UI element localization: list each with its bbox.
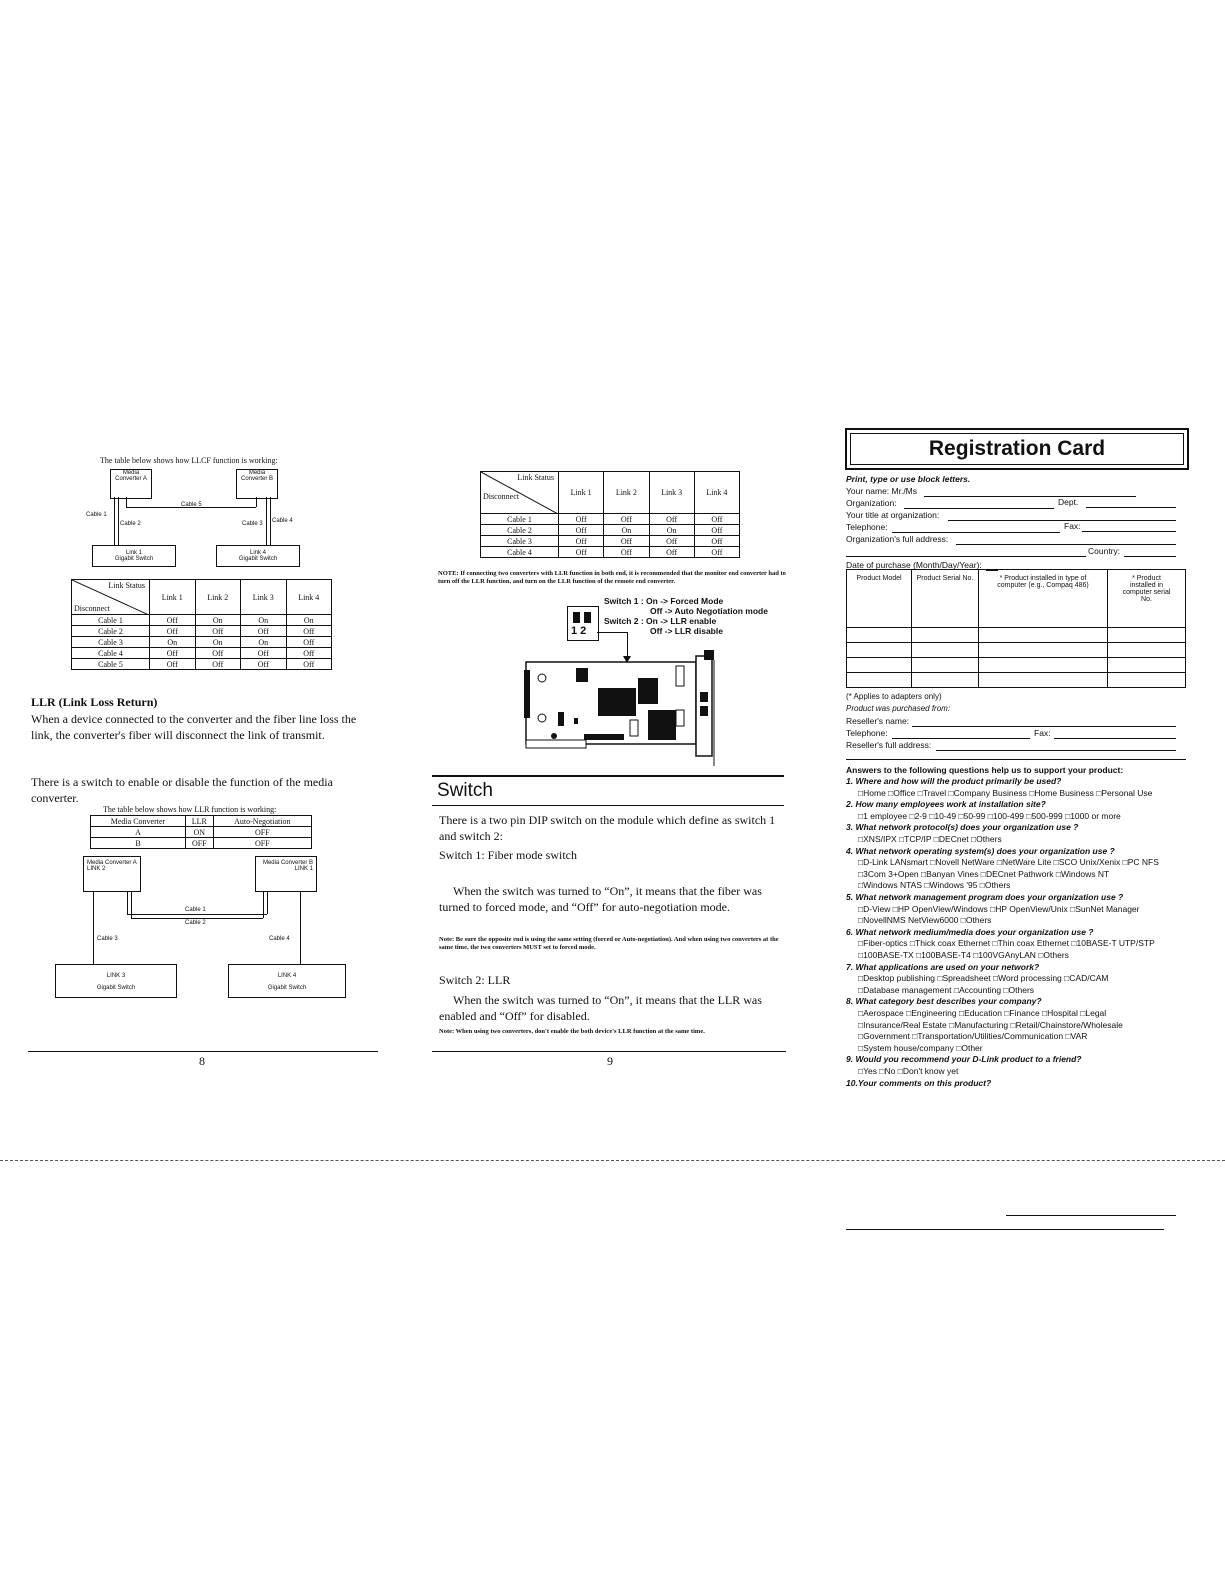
cable-3-line [266, 497, 267, 545]
table-cell: On [241, 615, 287, 626]
table-cell: Off [694, 536, 739, 547]
cable-1-line [114, 497, 115, 545]
table-row[interactable] [847, 658, 1186, 673]
fax-field[interactable] [1082, 531, 1176, 532]
switch-2-title: Switch 2: LLR [439, 973, 511, 987]
table-cell: Off [694, 547, 739, 558]
disconnect-header: Disconnect [74, 604, 110, 613]
scan-edge-line [0, 1160, 1225, 1161]
gigabit-switch-label: Gigabit Switch [114, 556, 154, 562]
llr-heading: LLR (Link Loss Return) [31, 695, 158, 709]
network-card-illustration [518, 648, 728, 768]
name-label: Your name: Mr./Ms [846, 486, 918, 496]
row-label: Cable 4 [481, 547, 559, 558]
date-label: Date of purchase (Month/Day/Year): [846, 560, 982, 570]
column-header: Link 4 [286, 580, 332, 615]
media-converter-a-label: Media Converter A [115, 470, 147, 482]
survey-question: 7. What applications are used on your network? [846, 961, 1040, 972]
reseller-address-field[interactable] [936, 750, 1176, 751]
switch-intro: There is a two pin DIP switch on the module which define as switch 1 and switch 2: [439, 813, 776, 843]
link-4-label: LINK 4 [277, 973, 297, 979]
installed-serial-header: * Product installed in computer serial No. [1108, 570, 1186, 628]
cable-2-label: Cable 2 [120, 521, 141, 527]
purchased-from-label: Product was purchased from: [846, 704, 951, 713]
table-cell: On [195, 615, 241, 626]
cable-3-line [93, 892, 94, 964]
dip-switch-digits: 1 2 [571, 625, 587, 637]
switch-2-on-text: Switch 2 : On -> LLR enable [604, 616, 717, 626]
table-cell: Off [195, 648, 241, 659]
row-label: Cable 1 [72, 615, 150, 626]
row-label: Cable 4 [72, 648, 150, 659]
dept-label: Dept. [1058, 497, 1079, 507]
section-rule [846, 759, 1186, 760]
table-cell: Off [649, 547, 694, 558]
table-cell: On [150, 637, 196, 648]
reseller-fax-field[interactable] [1054, 738, 1176, 739]
row-label: Cable 3 [72, 637, 150, 648]
title-field[interactable] [948, 520, 1176, 521]
table-row [72, 615, 332, 626]
survey-options[interactable]: □Desktop publishing □Spreadsheet □Word processing □CAD/CAM [858, 973, 1109, 984]
table-cell: On [241, 637, 287, 648]
table-cell: On [195, 637, 241, 648]
table-cell: Off [241, 626, 287, 637]
product-model-header: Product Model [847, 570, 912, 628]
table-row [72, 637, 332, 648]
survey-options[interactable]: □D-Link LANsmart □Novell NetWare □NetWare Lite □SCO Unix/Xenix □PC NFS [858, 857, 1159, 868]
media-converter-b-label: Media Converter B [240, 470, 273, 482]
table-cell: Off [694, 525, 739, 536]
media-converter-b-box [236, 469, 278, 499]
table-cell: Off [150, 615, 196, 626]
cable-2-line [131, 918, 263, 919]
organization-label: Organization: [846, 498, 897, 508]
switch-1-off-text: Off -> Auto Negotiation mode [650, 606, 768, 616]
telephone-label: Telephone: [846, 522, 888, 532]
switch-heading: Switch [437, 780, 493, 801]
survey-options[interactable]: □NovellNMS NetView6000 □Others [858, 915, 992, 926]
gigabit-switch-left [55, 964, 177, 998]
cable-4-label: Cable 4 [269, 936, 290, 942]
table-cell: Off [195, 659, 241, 670]
cable-1-label: Cable 1 [86, 512, 107, 518]
reseller-address-label: Reseller's full address: [846, 740, 932, 750]
survey-question: 5. What network management program does your organization use ? [846, 892, 1124, 902]
fiber-line-a [126, 497, 127, 507]
row-label: Cable 1 [481, 514, 559, 525]
survey-question: 4. What network operating system(s) does your organization use ? [846, 845, 1115, 856]
table-cell: OFF [213, 838, 311, 849]
address-field-line-2[interactable] [846, 556, 1086, 557]
reseller-telephone-field[interactable] [892, 738, 1030, 739]
switch-2-paragraph: When the switch was turned to “On”, it means that the LLR was enabled and “Off” for disabled. [439, 993, 762, 1023]
media-converter-a-label: Media Converter A [87, 860, 137, 866]
switch-2-note: Note: When using two converters, don't enable the both device's LLR function at the same time. [439, 1028, 705, 1035]
column-header: LLR [185, 816, 213, 827]
link-4-label: Link 4 [249, 550, 266, 556]
reseller-telephone-label: Telephone: [846, 728, 888, 738]
table-cell: Off [150, 626, 196, 637]
table-cell: Off [286, 659, 332, 670]
switch-1-on-text: Switch 1 : On -> Forced Mode [604, 596, 724, 606]
section-rule [432, 805, 784, 806]
gigabit-switch-label: Gigabit Switch [267, 985, 307, 991]
comments-field[interactable] [1006, 1215, 1176, 1216]
column-header: Auto-Negotiation [213, 816, 311, 827]
link-2-label: LINK 2 [87, 866, 106, 872]
installed-computer-header: * Product installed in type of computer (e.g., Compaq 486) [979, 570, 1108, 628]
row-label: Cable 2 [72, 626, 150, 637]
table-row [72, 626, 332, 637]
survey-options[interactable]: □100BASE-TX □100BASE-T4 □100VGAnyLAN □Others [858, 950, 1069, 960]
survey-question: 8. What category best describes your company? [846, 996, 1042, 1007]
column-header: Link 4 [694, 472, 739, 514]
cable-1-line [127, 914, 267, 915]
survey-options[interactable]: □3Com 3+Open □Banyan Vines □DECnet Pathwork □Windows NT [858, 868, 1110, 879]
cable-line [263, 892, 264, 918]
link-status-header: Link Status [108, 581, 145, 590]
survey-options[interactable]: □System house/company □Other [858, 1042, 983, 1053]
answers-heading: Answers to the following questions help us to support your product: [846, 765, 1124, 775]
llr-intro-text: The table below shows how LLR function is working: [103, 805, 277, 814]
row-label: Cable 5 [72, 659, 150, 670]
survey-question: 6. What network medium/media does your organization use ? [846, 926, 1094, 937]
table-cell: OFF [185, 838, 213, 849]
table-cell: Off [559, 525, 604, 536]
table-cell: On [286, 615, 332, 626]
survey-options[interactable]: □D-View □HP OpenView/Windows □HP OpenView/Unix □SunNet Manager [858, 903, 1140, 914]
table-cell: B [91, 838, 186, 849]
cable-1-label: Cable 1 [185, 907, 206, 913]
table-row [91, 827, 312, 838]
llr-note: NOTE: If connecting two converters with LLR function in both end, it is recommended that the monitor end converter had to turn off the LLR function, and turn on the LLR function of the remote end converter. [438, 570, 786, 585]
column-header: Link 2 [195, 580, 241, 615]
survey-question: 2. How many employees work at installation site? [846, 799, 1046, 810]
dip-switch-2 [584, 612, 591, 623]
table-cell: Off [241, 659, 287, 670]
media-converter-a-box [83, 856, 141, 892]
switch-1-paragraph: When the switch was turned to “On”, it means that the fiber was turned to forced mode, and “Off” for auto-negotiation mode. [439, 884, 762, 914]
media-converter-b-label: Media Converter B [262, 860, 313, 866]
switch-paragraph: There is a switch to enable or disable the function of the media converter. [31, 775, 333, 805]
dip-switch-1 [573, 612, 580, 623]
table-row [91, 838, 312, 849]
cable-4-line [270, 497, 271, 545]
llr-paragraph: When a device connected to the converter and the fiber line loss the link, the converter's fiber will disconnect the link of transmit. [31, 712, 357, 742]
survey-question: 3. What network protocol(s) does your organization use ? [846, 822, 1079, 833]
media-converter-b-box [255, 856, 317, 892]
reseller-name-label: Reseller's name: [846, 716, 910, 726]
gigabit-switch-label: Gigabit Switch [238, 556, 278, 562]
footer-rule [432, 1051, 786, 1052]
survey-options[interactable]: □Government □Transportation/Utilities/Communication □VAR [858, 1031, 1088, 1042]
table-corner-cell [72, 580, 150, 615]
table-row [481, 525, 740, 536]
card-instructions: Print, type or use block letters. [846, 474, 971, 484]
fiber-line-b [256, 497, 257, 507]
column-header: Link 1 [559, 472, 604, 514]
survey-question: 1. Where and how will the product primarily be used? [846, 776, 1062, 786]
switch-1-note: Note: Be sure the opposite end is using the same setting (forced or Auto-negotiation). And when using two converters at the same time, the two converters MUST set to forced mode. [439, 936, 779, 951]
applies-note: (* Applies to adapters only) [846, 692, 942, 701]
table-corner-cell [481, 472, 559, 514]
column-header: Media Converter [91, 816, 186, 827]
survey-options[interactable]: □XNS/IPX □TCP/IP □DECnet □Others [858, 834, 1002, 844]
fax-label: Fax: [1064, 521, 1081, 531]
address-field[interactable] [956, 544, 1176, 545]
link-1-label: Link 1 [125, 550, 142, 556]
dip-switch-legend [604, 596, 768, 636]
column-header: Link 3 [649, 472, 694, 514]
page-number: 9 [607, 1054, 613, 1068]
survey-options[interactable]: □Home □Office □Travel □Company Business □Home Business □Personal Use [858, 787, 1153, 798]
table-cell: Off [559, 536, 604, 547]
table-cell: Off [559, 547, 604, 558]
title-label: Your title at organization: [846, 510, 940, 520]
table-cell: Off [150, 659, 196, 670]
table-cell: Off [559, 514, 604, 525]
table-cell: Off [694, 514, 739, 525]
gigabit-switch-label: Gigabit Switch [96, 985, 136, 991]
table-cell: Off [150, 648, 196, 659]
table-cell: Off [286, 626, 332, 637]
row-label: Cable 2 [481, 525, 559, 536]
survey-question: 10.Your comments on this product? [846, 1077, 992, 1088]
product-table [846, 569, 1186, 688]
row-label: Cable 3 [481, 536, 559, 547]
table-cell: A [91, 827, 186, 838]
survey-question: 9. Would you recommend your D-Link product to a friend? [846, 1054, 1082, 1065]
llr-settings-table [90, 815, 312, 849]
table-row [481, 514, 740, 525]
comments-field-line-2[interactable] [846, 1229, 1164, 1230]
table-cell: Off [604, 547, 649, 558]
table-row [481, 536, 740, 547]
dip-switch-icon [567, 606, 599, 641]
reseller-name-field[interactable] [912, 726, 1176, 727]
gigabit-switch-right [216, 545, 300, 567]
table-cell: On [649, 525, 694, 536]
column-header: Link 2 [604, 472, 649, 514]
table-cell: Off [649, 536, 694, 547]
cable-3-label: Cable 3 [242, 521, 263, 527]
column-header: Link 3 [241, 580, 287, 615]
section-rule [432, 775, 784, 777]
table-cell: On [604, 525, 649, 536]
name-field[interactable] [924, 496, 1136, 497]
table-row [481, 547, 740, 558]
table-row [72, 659, 332, 670]
table-cell: OFF [213, 827, 311, 838]
cable-4-line [300, 892, 301, 964]
address-label: Organization's full address: [846, 534, 949, 544]
table-cell: Off [286, 648, 332, 659]
page-number: 8 [199, 1054, 205, 1068]
column-header: Link 1 [150, 580, 196, 615]
llcf-intro-text: The table below shows how LLCF function is working: [100, 456, 278, 465]
link-1-label: LINK 1 [294, 866, 313, 872]
dip-pointer-line [597, 632, 627, 633]
table-row[interactable] [847, 643, 1186, 658]
survey-options[interactable]: □Windows NTAS □Windows '95 □Others [858, 880, 1011, 891]
llr-connection-diagram [55, 856, 350, 1001]
llcf-connection-diagram [86, 466, 346, 571]
switch-1-title: Switch 1: Fiber mode switch [439, 848, 577, 862]
cable-2-line [118, 497, 119, 545]
survey-options[interactable]: □Yes □No □Don't know yet [858, 1066, 959, 1076]
country-label: Country: [1088, 546, 1121, 556]
survey-options[interactable]: □1 employee □2-9 □10-49 □50-99 □100-499 □500-999 □1000 or more [858, 810, 1121, 821]
link-status-header: Link Status [517, 473, 554, 482]
gigabit-switch-right [228, 964, 346, 998]
survey-options[interactable]: □Database management □Accounting □Others [858, 984, 1035, 995]
table-cell: Off [649, 514, 694, 525]
link-3-label: LINK 3 [106, 973, 126, 979]
table-cell: Off [604, 514, 649, 525]
table-row[interactable] [847, 628, 1186, 643]
table-cell: Off [241, 648, 287, 659]
cable-4-label: Cable 4 [272, 518, 293, 524]
survey-options[interactable]: □Aerospace □Engineering □Education □Finance □Hospital □Legal [858, 1008, 1107, 1018]
product-serial-header: Product Serial No. [912, 570, 979, 628]
survey-options[interactable]: □Fiber-optics □Thick coax Ethernet □Thin coax Ethernet □10BASE-T UTP/STP [858, 938, 1155, 949]
survey-options[interactable]: □Insurance/Real Estate □Manufacturing □Retail/Chainstore/Wholesale [858, 1019, 1123, 1030]
telephone-field[interactable] [892, 532, 1060, 533]
table-cell: Off [604, 536, 649, 547]
llr-status-table [480, 471, 740, 558]
registration-card-title: Registration Card [928, 437, 1106, 460]
table-row [72, 648, 332, 659]
cable-line [267, 892, 268, 914]
table-cell: Off [286, 637, 332, 648]
gigabit-switch-left [92, 545, 176, 567]
media-converter-a-box [110, 469, 152, 499]
table-row[interactable] [847, 673, 1186, 688]
organization-field[interactable] [904, 508, 1054, 509]
cable-5-label: Cable 5 [181, 502, 202, 508]
switch-2-off-text: Off -> LLR disable [650, 626, 723, 636]
table-cell: Off [195, 626, 241, 637]
registration-card-title-box [845, 428, 1189, 470]
cable-3-label: Cable 3 [97, 936, 118, 942]
country-field[interactable] [1124, 556, 1176, 557]
dept-field[interactable] [1086, 507, 1176, 508]
reseller-fax-label: Fax: [1034, 728, 1051, 738]
table-cell: ON [185, 827, 213, 838]
cable-2-label: Cable 2 [185, 920, 206, 926]
cable-line [127, 892, 128, 914]
disconnect-header: Disconnect [483, 492, 519, 501]
footer-rule [28, 1051, 378, 1052]
llcf-status-table [71, 579, 332, 670]
